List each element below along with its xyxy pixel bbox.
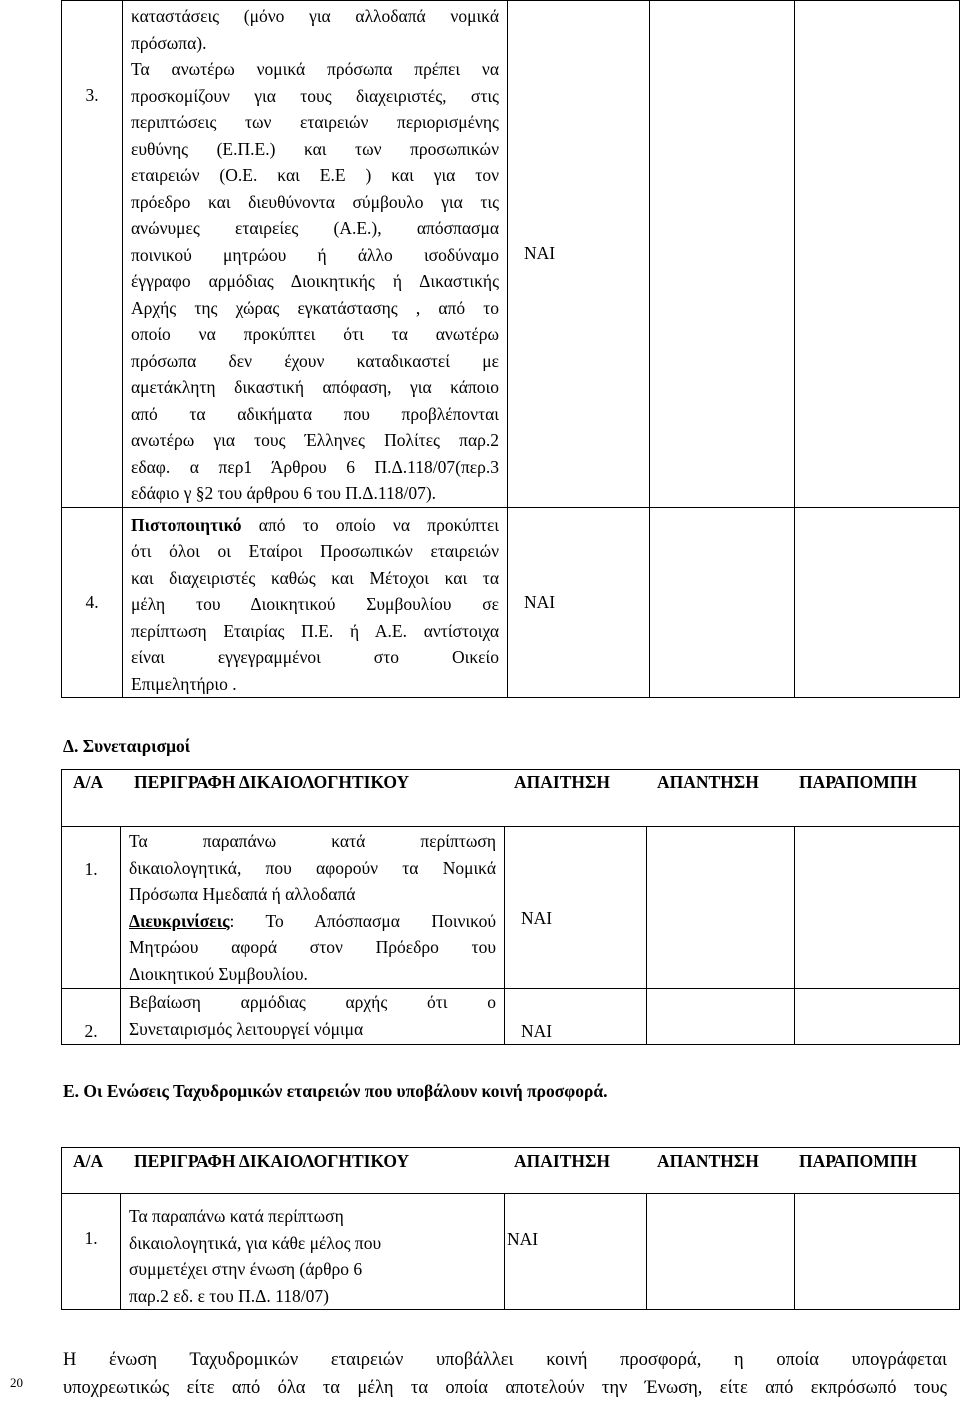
description-lines <box>129 828 496 987</box>
line: πρόσωπα δεν έχουν καταδικαστεί με <box>131 350 499 371</box>
row-description <box>123 507 508 698</box>
table-row <box>62 507 960 698</box>
column-header-requirement: ΑΠΑΙΤΗΣΗ <box>514 772 611 792</box>
row-description <box>121 989 505 1045</box>
requirement-cell: ΝΑΙ <box>508 507 650 698</box>
row-description <box>121 827 505 989</box>
table-row <box>62 827 960 989</box>
reference-cell[interactable] <box>795 827 960 989</box>
description-lines <box>129 1203 496 1309</box>
answer-cell[interactable] <box>647 989 795 1045</box>
description-lines <box>131 512 499 698</box>
clarifications-label: Διευκρινίσεις <box>129 910 230 931</box>
line: Διευκρινίσεις: Το Απόσπασμα Ποινικού <box>129 910 496 931</box>
row-number: 1. <box>62 827 121 989</box>
line: Τα παραπάνω κατά περίπτωση <box>129 1206 344 1226</box>
reference-cell[interactable] <box>795 1 960 508</box>
line: οποίο να προκύπτει ότι τα ανωτέρω <box>131 324 499 344</box>
line: πρόσωπα). <box>131 32 207 53</box>
line: αμετάκλητη δικαστική απόφαση, για κάποιο <box>131 377 499 397</box>
column-header-no: Α/Α <box>73 1151 104 1171</box>
line: περιπτώσεις των εταιρειών περιορισμένης <box>131 112 499 132</box>
section-d-table <box>61 826 960 1045</box>
line: ανώνυμες εταιρείες (Α.Ε.), απόσπασμα <box>131 218 499 238</box>
line: Η ένωση Ταχυδρομικών εταιρειών υποβάλλει κοινή προσφορά, η οποία υπογράφεται <box>63 1350 947 1370</box>
section-d-header-table <box>61 769 960 827</box>
table-row <box>62 989 960 1045</box>
column-header-description: ΠΕΡΙΓΡΑΦΗ ΔΙΚΑΙΟΛΟΓΗΤΙΚΟΥ <box>134 1151 410 1171</box>
reference-cell[interactable] <box>795 989 960 1045</box>
requirements-table-continued <box>61 0 960 698</box>
line: ποινικού μητρώου ή άλλο ισοδύναμο <box>131 244 499 265</box>
reference-cell[interactable] <box>795 1194 960 1310</box>
requirement-cell: ΝΑΙ <box>508 1 650 508</box>
column-header-requirement: ΑΠΑΙΤΗΣΗ <box>514 1151 611 1171</box>
line: υποχρεωτικώς είτε από όλα τα μέλη τα οποία αποτελούν την Ένωση, είτε από εκπρόσωπό τους <box>63 1378 947 1398</box>
column-header-reference: ΠΑΡΑΠΟΜΠΗ <box>799 1151 917 1171</box>
line: συμμετέχει στην ένωση (άρθρο 6 <box>129 1259 363 1279</box>
line: καταστάσεις (μόνο για αλλοδαπά νομικά <box>131 6 499 26</box>
answer-cell[interactable] <box>650 507 795 698</box>
line: Αρχής της χώρας εγκατάστασης , από το <box>131 297 499 318</box>
line: μέλη του Διοικητικού Συμβουλίου σε <box>131 594 499 614</box>
row-description <box>121 1194 505 1310</box>
row-number: 3. <box>62 1 123 508</box>
row-number: 4. <box>62 507 123 698</box>
line: παρ.2 εδ. ε του Π.Δ. 118/07) <box>129 1285 329 1306</box>
answer-cell[interactable] <box>647 1194 795 1310</box>
column-header-answer: ΑΠΑΝΤΗΣΗ <box>657 1151 759 1171</box>
section-e-heading: Ε. Οι Ενώσεις Ταχυδρομικών εταιρειών που υποβάλουν κοινή προσφορά. <box>63 1081 608 1101</box>
header-row <box>62 770 960 827</box>
requirement-cell: ΝΑΙ <box>505 989 647 1045</box>
line: ανωτέρω για τους Έλληνες Πολίτες παρ.2 <box>131 430 499 450</box>
column-header-no: Α/Α <box>73 772 104 792</box>
line: Πρόσωπα Ημεδαπά ή αλλοδαπά <box>129 884 356 904</box>
line: από τα αδικήματα που προβλέπονται <box>131 403 499 424</box>
table-row <box>62 1194 960 1310</box>
column-header-reference: ΠΑΡΑΠΟΜΠΗ <box>799 772 917 792</box>
answer-cell[interactable] <box>650 1 795 508</box>
line: περίπτωση Εταιρίας Π.Ε. ή Α.Ε. αντίστοιχα <box>131 620 499 641</box>
line: Βεβαίωση αρμόδιας αρχής ότι ο <box>129 992 496 1012</box>
closing-paragraph <box>63 1346 947 1402</box>
requirement-cell: ΝΑΙ <box>505 827 647 989</box>
line: Πιστοποιητικό από το οποίο να προκύπτει <box>131 514 499 535</box>
page-number: 20 <box>10 1375 23 1390</box>
line: Διοικητικού Συμβουλίου. <box>129 963 308 984</box>
line: δικαιολογητικά, που αφορούν τα Νομικά <box>129 857 496 878</box>
line: Συνεταιρισμός λειτουργεί νόμιμα <box>129 1018 364 1039</box>
line: έγγραφο αρμόδιας Διοικητικής ή Δικαστικής <box>131 271 499 291</box>
row-number: 1. <box>62 1194 121 1310</box>
line: Τα ανωτέρω νομικά πρόσωπα πρέπει να <box>131 59 499 79</box>
lead-bold-text: Πιστοποιητικό <box>131 514 242 535</box>
reference-cell[interactable] <box>795 507 960 698</box>
line: Μητρώου αφορά στον Πρόεδρο του <box>129 937 496 957</box>
line: εδαφ. α περ1 Άρθρου 6 Π.Δ.118/07(περ.3 <box>131 456 499 477</box>
description-lines <box>129 989 496 1042</box>
line: Τα παραπάνω κατά περίπτωση <box>129 831 496 851</box>
requirement-cell: ΝΑΙ <box>505 1194 647 1310</box>
answer-cell[interactable] <box>647 827 795 989</box>
line: εδάφιο γ §2 του άρθρου 6 του Π.Δ.118/07). <box>131 483 437 503</box>
line: ότι όλοι οι Εταίροι Προσωπικών εταιρειών <box>131 541 499 561</box>
line: εταιρειών (Ο.Ε. και Ε.Ε ) και για τον <box>131 165 499 185</box>
section-e-header-table <box>61 1147 960 1194</box>
line: προσκομίζουν για τους διαχειριστές, στις <box>131 85 499 106</box>
table-row <box>62 1 960 508</box>
line: Επιμελητήριο . <box>131 673 237 694</box>
line: ευθύνης (Ε.Π.Ε.) και των προσωπικών <box>131 138 499 159</box>
section-d-heading: Δ. Συνεταιρισμοί <box>63 736 191 756</box>
header-row <box>62 1148 960 1194</box>
column-header-description: ΠΕΡΙΓΡΑΦΗ ΔΙΚΑΙΟΛΟΓΗΤΙΚΟΥ <box>134 772 410 792</box>
line: είναι εγγεγραμμένοι στο Οικείο <box>131 647 499 667</box>
section-e-table <box>61 1193 960 1310</box>
row-number: 2. <box>62 989 121 1045</box>
line: δικαιολογητικά, για κάθε μέλος που <box>129 1232 382 1253</box>
line: πρόεδρο και διευθύνοντα σύμβουλο για τις <box>131 191 499 212</box>
row-description <box>123 1 508 508</box>
line: και διαχειριστές καθώς και Μέτοχοι και τα <box>131 567 499 588</box>
description-lines <box>131 3 499 507</box>
column-header-answer: ΑΠΑΝΤΗΣΗ <box>657 772 759 792</box>
